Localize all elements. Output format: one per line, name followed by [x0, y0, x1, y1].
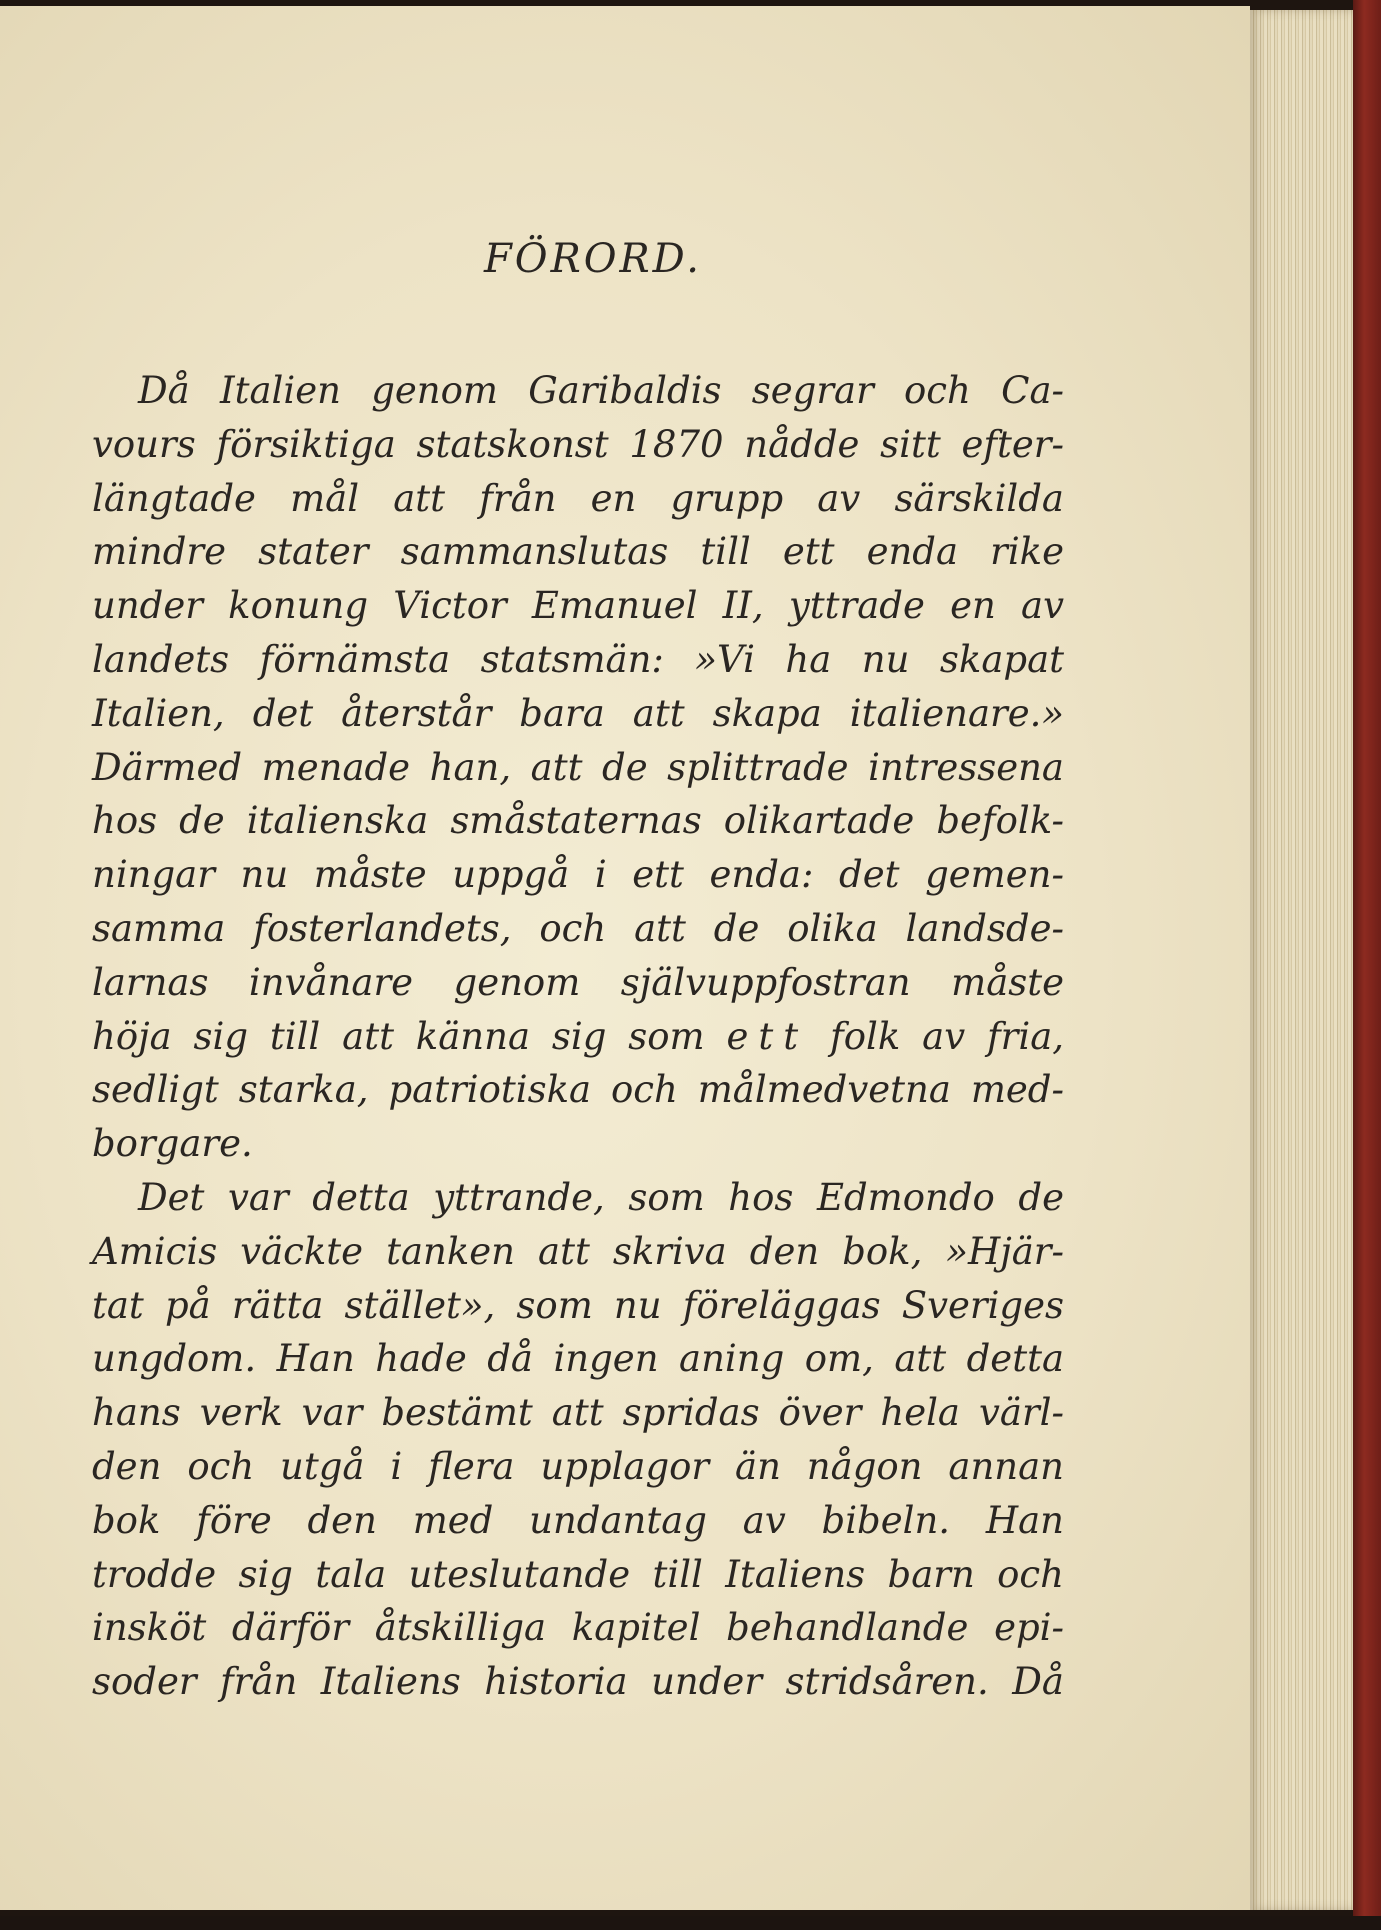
- text-line-emphasis: [92, 1010, 1064, 1064]
- scan-bottom-edge: [0, 1916, 1381, 1930]
- page-heading: FÖRORD.: [484, 236, 702, 282]
- book-cover-edge: [1353, 0, 1381, 1930]
- text-line: borgare.: [92, 1122, 253, 1166]
- text-line: mindre stater sammanslutas till ett enda rike: [92, 530, 1064, 574]
- text-line: längtade mål att från en grupp av särskilda: [92, 476, 1064, 520]
- text-line: vours försiktiga statskonst 1870 nådde sitt efter-: [92, 422, 1064, 466]
- text-line: ningar nu måste uppgå i ett enda: det gemen-: [92, 853, 1064, 897]
- text-line: Därmed menade han, att de splittrade intressena: [92, 745, 1064, 789]
- text-line: landets förnämsta statsmän: »Vi ha nu skapat: [92, 637, 1064, 681]
- text-line: tat på rätta stället», som nu föreläggas Sveriges: [92, 1283, 1064, 1327]
- text-line: samma fosterlandets, och att de olika landsde-: [92, 906, 1064, 950]
- text-line: den och utgå i flera upplagor än någon annan: [92, 1444, 1064, 1488]
- text-line: trodde sig tala uteslutande till Italiens barn och: [92, 1552, 1064, 1596]
- paragraph-2: [92, 1171, 1064, 1709]
- text-line: insköt därför åtskilliga kapitel behandlande epi-: [92, 1606, 1064, 1650]
- text-line: soder från Italiens historia under stridsåren. Då: [92, 1660, 1064, 1704]
- page-stack-edges: [1250, 10, 1353, 1910]
- spaced-emphasis-word: ett: [726, 1014, 809, 1058]
- text-line: hans verk var bestämt att spridas över hela värl-: [92, 1391, 1064, 1435]
- text-line: ungdom. Han hade då ingen aning om, att detta: [92, 1337, 1064, 1381]
- text-line: larnas invånare genom självuppfostran måste: [92, 960, 1064, 1004]
- text-line: bok före den med undantag av bibeln. Han: [92, 1498, 1064, 1542]
- page-content: [92, 236, 1064, 1709]
- text-line: under konung Victor Emanuel II, yttrade en av: [92, 584, 1064, 628]
- paragraph-1: [92, 364, 1064, 1171]
- text-segment: folk av fria,: [830, 1014, 1065, 1058]
- text-line: sedligt starka, patriotiska och målmedvetna med-: [92, 1068, 1064, 1112]
- text-line: Då Italien genom Garibaldis segrar och Ca-: [138, 369, 1064, 412]
- text-segment: höja sig till att känna sig som: [92, 1014, 705, 1058]
- text-line: Det var detta yttrande, som hos Edmondo de: [138, 1175, 1064, 1219]
- book-page: [0, 6, 1250, 1910]
- text-line: hos de italienska småstaternas olikartade befolk-: [92, 799, 1064, 843]
- text-line: Italien, det återstår bara att skapa italienare.»: [92, 691, 1064, 735]
- text-line: Amicis väckte tanken att skriva den bok, »Hjär-: [92, 1229, 1064, 1273]
